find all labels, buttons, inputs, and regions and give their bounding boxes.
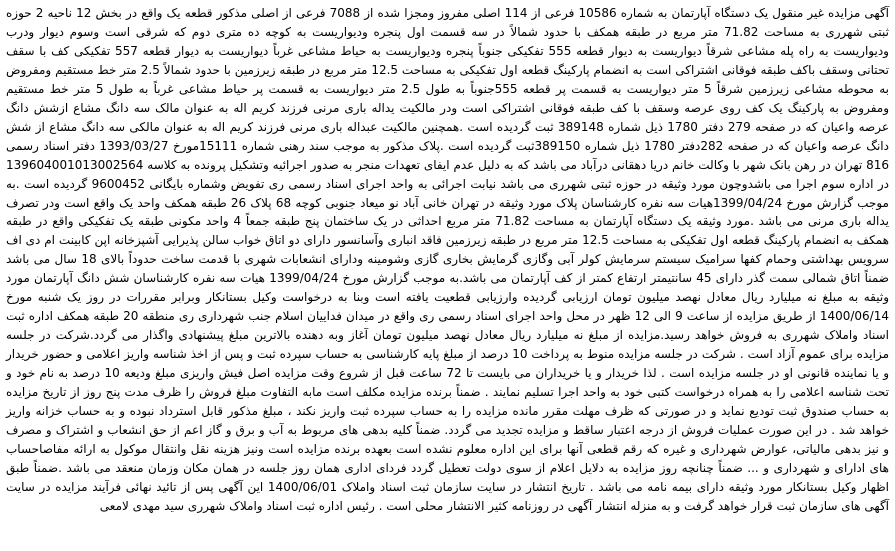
notice-body: آگهی مزایده غیر منقول یک دستگاه آپارتمان به شماره 10586 فرعی از 114 اصلی مفروز ومجزا شده از 7088 فرعی از اصلی مذکور قطعه یک واقع در بخش 12 ناحیه 2 حوزه ثبتی شهرری به مساحت 71.82 متر مربع در طبقه همکف با حدود شمالاً در سه قسمت اول پنجره ودیواریست به کوچه ده متری دوم که شرقی است وسوم دیوار ودرب ودیواریست به راه پله مشاعی شرقاً دیواریست به دیوار قطعه 555 تفکیکی جنوباً پنجره ودیواریست به حیاط مشاعی غرباً دیواریست به دیوار قطعه 557 تفکیکی کف با سقف تحتانی وسقف باکف طبقه فوقانی اشتراکی است به انضمام پارکینگ قطعه اول تفکیکی به مساحت 12.5 متر مربع در طبقه زیرزمین با حدود شمالاً 2.5 متر خط مستقیم ومفروض به محوطه مشاعی زیرزمین شرقاً 5 متر دیواریست به قسمت پر قطعه 555جنوباً به طول 2.5 متر دیواریست به قسمت پر حیاط مشاعی غرباً به طول 5 متر خط مستقیم ومفروض به پارکینگ یک کف روی عرصه وسقف با کف طبقه فوقانی اشتراکی است ودر مالکیت یداله باری مرنی فرزند کریم اله به عنوان مالک سه دانگ مشاع ازشش دانگ عرصه واعیان که در صفحه 279 دفتر 1780 ذیل شماره 389148 ثبت گردیده است .همچنین مالکیت عبداله باری مرنی فرزند کریم اله به عنوان مالکی سه دانگ مشاع از شش دانگ عرصه واعیان که در صفحه 282دفتر 1780 ذیل شماره 389150ثبت گردیده است .پلاک مذکور به موجب سند رهنی شماره 15111مورخ 1393/03/27 دفتر اسناد رسمی 816 تهران در رهن بانک شهر با وکالت خانم دریا دهقانی درآباد می باشد که به دلیل عدم ایفای تعهدات منجر به صدور اجرائیه وتشکیل پرونده به کلاسه 139604001013002564 در اداره سوم اجرا می باشدوچون مورد وثیقه در حوزه ثبتی شهرری می باشد نیابت اجرائی به واحد اجرای اسناد رسمی ری تفویض وشماره بایگانی 9600452 گردیده است .به موجب گزارش مورخ 1399/04/24هیات سه نفره کارشناسان پلاک مورد وثیقه در تهران خانی آباد نو میعاد جنوبی کوچه 68 پلاک 26 طبقه همکف واحد یک واقع است ودر تصرف یداله باری مرنی می باشد .مورد وثیقه یک دستگاه آپارتمان به مساحت 71.82 متر مربع احداثی در یک ساختمان پنج طبقه جمعاً 4 واحد مکونی طبقه یک تفکیکی واقع در طبقه همکف به انضمام پارکینگ قطعه اول تفکیکی به مساحت 12.5 متر مربع در طبقه زیرزمین فاقد انباری وآسانسور دارای دو اتاق خواب سالن پذیرایی آشپزخانه اپن کابینت ام دی اف سرویس بهداشتی وحمام کفها سرامیک سیستم سرمایش کولر آبی وگازی گرمایش بخاری گازی وشومینه ودارای انشعابات شهری با قدمت ساخت حدوداً بالای 18 سال می باشد ضمناً اتاق شمالی سمت گذر دارای 45 سانتیمتر ارتفاع کمتر از کف آپارتمان می باشد.به موجب گزارش مورخ 1399/04/24 هیات سه نفره کارشناسان شش دانگ آپارتمان مورد وثیقه به مبلغ نه میلیارد ریال معادل نهصد میلیون تومان ارزیابی گردیده وارزیابی قطعیت یافته است وبنا به درخواست وکیل بستانکار وبرابر مقررات در روز یک شنبه مورخ 1400/06/14 از طریق مزایده از ساعت 9 الی 12 ظهر در محل واحد اجرای اسناد رسمی ری واقع در میدان فداییان اسلام جنب شهرداری ری منطقه 20 طبقه همکف اداره ثبت اسناد واملاک شهرری به فروش خواهد رسید.مزایده از مبلغ نه میلیارد ریال معادل نهصد میلیون تومان آغاز وبه دهنده بالاترین مبلغ پیشنهادی واگذار می گردد.شرکت در جلسه مزایده برای عموم آزاد است . شرکت در جلسه مزایده منوط به پرداخت 10 درصد از مبلغ پایه کارشناسی به حساب سپرده ثبت و پس از اخذ شناسه واریز اعلامی و حضور خریدار و یا نماینده قانونی او در جلسه مزایده است . لذا خریدار و یا خریداران می بایست تا 72 ساعت قبل از شروع وقت مزایده اصل فیش واریزی مبلغ ودیعه 10 درصد به نام خود و تحت شناسه اعلامی را به همراه درخواست کتبی خود به واحد اجرا تسلیم نمایند . ضمناً برنده مزایده مکلف است مابه التفاوت مبلغ فروش را ظرف مدت پنج روز از تاریخ مزایده به حساب صندوق ثبت تودیع نماید و در صورتی که ظرف مهلت مقرر مانده مزایده را به حساب سپرده ثبت واریز نکند ، مبلغ مذکور قابل استرداد نبوده و به حساب خزانه واریز خواهد شد . در این صورت عملیات فروش از درجه اعتبار ساقط و مزایده تجدید می گردد. ضمناً کلیه بدهی های مربوط به آب و برق و گاز اعم از حق انشعاب و اشتراک و مصرف و نیز بدهی مالیاتی، عوارض شهرداری و غیره که رقم قطعی آنها برای این اداره معلوم نشده است بعهده برنده مزایده است ونیز هزینه نقل وانتقال موکول به ارائه مفاصاحساب های ادارای و شهرداری و ... ضمناً چنانچه روز مزایده به دلایل اعلام از سوی دولت تعطیل گردد فردای اداری همان روز جلسه در همان مکان وزمان منعقد می باشد .ضمناً طبق اظهار وکیل بستانکار مورد وثیقه دارای بیمه نامه می باشد . تاریخ انتشار در سایت سازمان ثبت اسناد واملاک 1400/06/01 این آگهی پس از تائید نهائی فرآیند مزایده در سایت آگهی های سازمان ثبت قرار خواهد گرفت و به منزله انتشار آگهی در روزنامه کثیر الانتشار محلی است . رئیس اداره ثبت اسناد واملاک شهرری سید مهدی لامعی — [6, 6, 890, 513]
